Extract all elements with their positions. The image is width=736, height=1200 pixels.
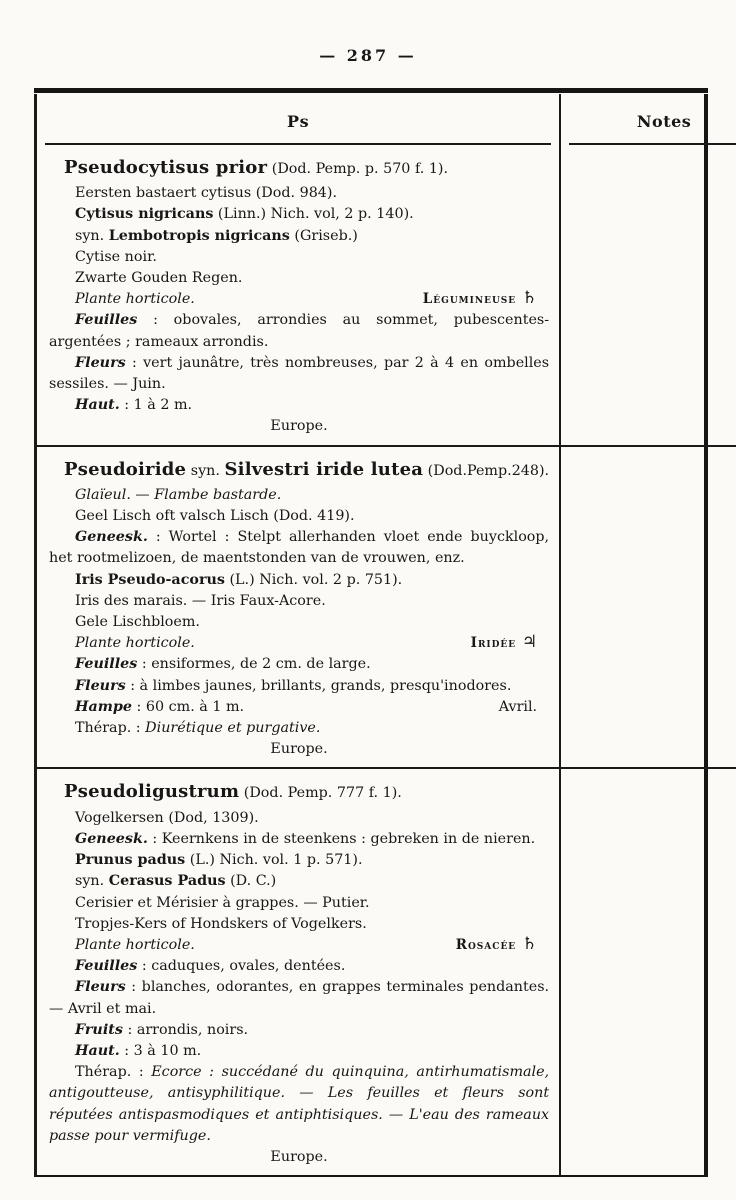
line-text	[49, 935, 195, 956]
text-line	[49, 1041, 549, 1062]
text-segment: : 1 à 2 m.	[119, 397, 193, 414]
text-line	[49, 204, 549, 225]
text-line	[49, 527, 549, 569]
saturn-symbol-icon: ♄	[521, 288, 538, 309]
text-segment: Eersten bastaert cytisus (Dod. 984).	[75, 185, 338, 202]
line-text	[75, 958, 345, 974]
line-text	[75, 678, 511, 694]
jupiter-symbol-icon: ♃	[521, 632, 538, 653]
entry-pseudoligustrum	[37, 767, 561, 1175]
text-segment: Feuilles	[75, 958, 138, 975]
text-segment: Légumineuse	[422, 291, 522, 308]
text-segment: (Linn.) Nich. vol, 2 p. 140).	[213, 206, 414, 223]
text-segment: : ensiformes, de 2 cm. de large.	[137, 656, 371, 673]
text-segment: : à limbes jaunes, brillants, grands, presqu'inodores.	[125, 677, 512, 694]
text-line	[49, 247, 549, 268]
text-line	[49, 268, 549, 289]
text-segment: Avril.	[498, 698, 538, 715]
text-segment: Prunus padus	[75, 852, 186, 869]
family-label	[471, 633, 549, 654]
entry-title-line	[49, 157, 549, 180]
entry-pseudocytisus-prior	[37, 145, 561, 445]
text-segment: (L.) Nich. vol. 2 p. 751).	[224, 571, 403, 588]
line-text	[75, 593, 326, 609]
line-text	[49, 979, 549, 1016]
family-label	[456, 935, 549, 956]
column-header-ps	[37, 94, 561, 145]
line-text	[49, 312, 549, 349]
split-line	[49, 289, 549, 310]
text-segment: Thérap. :	[75, 720, 146, 737]
text-line	[49, 395, 549, 416]
text-segment: Fleurs	[75, 979, 126, 996]
text-segment: Tropjes-Kers of Hondskers of Vogelkers.	[75, 915, 367, 932]
text-line	[49, 353, 549, 395]
notes-cell	[561, 145, 736, 445]
entry-title-line	[49, 459, 549, 482]
split-line	[49, 633, 549, 654]
text-segment: : caduques, ovales, dentées.	[137, 958, 346, 975]
text-line	[49, 1020, 549, 1041]
family-label	[423, 289, 549, 310]
text-segment: Fleurs	[75, 677, 126, 694]
ps-column-label: Ps	[287, 112, 310, 131]
text-line	[49, 718, 549, 739]
text-segment: Vogelkersen (Dod, 1309).	[75, 809, 259, 826]
text-segment: Plante horticole.	[75, 936, 195, 953]
text-segment: Diurétique et purgative.	[145, 720, 321, 737]
distribution-line	[49, 739, 549, 760]
table-top-rule	[34, 88, 708, 93]
text-segment: (Dod. Pemp. p. 570 f. 1).	[267, 161, 449, 177]
line-text	[270, 741, 327, 757]
page-number: — 287 —	[319, 46, 417, 65]
entries-table	[34, 88, 708, 1177]
text-segment: Ecorce : succédané du quinquina, antirhumatismale, antigoutteuse, antisyphilitique. — Les feuilles et fleurs sont réputées antispasmodiques et antiphtisiques. — L'eau des rameaux passe pour vermifuge.	[49, 1064, 550, 1144]
text-segment: (D. C.)	[225, 873, 277, 890]
text-segment: Pseudoligustrum	[64, 781, 240, 803]
text-segment: syn.	[75, 873, 109, 890]
text-segment: (L.) Nich. vol. 1 p. 571).	[185, 852, 363, 869]
line-text	[49, 289, 195, 310]
text-segment: (Griseb.)	[289, 227, 358, 244]
text-segment: syn.	[75, 227, 109, 244]
text-segment: Lembotropis nigricans	[108, 227, 290, 244]
line-text	[75, 852, 363, 868]
text-segment: Rosacée	[455, 936, 522, 953]
text-segment: Haut.	[75, 1042, 120, 1059]
text-segment: Plante horticole.	[75, 635, 195, 652]
text-segment: Cerasus Padus	[108, 873, 226, 890]
line-text	[64, 157, 449, 178]
line-text	[75, 270, 242, 286]
text-line	[49, 956, 549, 977]
text-segment: : vert jaunâtre, très nombreuses, par 2 à 4 en ombelles sessiles. — Juin.	[49, 354, 550, 393]
line-text	[64, 458, 550, 480]
saturn-symbol-icon: ♄	[521, 933, 538, 954]
line-text	[75, 228, 358, 244]
line-text	[75, 397, 192, 413]
text-segment: Iris des marais. — Iris Faux-Acore.	[75, 592, 326, 609]
split-line	[49, 935, 549, 956]
line-text	[49, 633, 195, 654]
line-text	[75, 895, 370, 911]
text-segment: Fruits	[75, 1021, 123, 1038]
line-text	[75, 656, 371, 672]
notes-cell	[561, 445, 736, 768]
text-line	[49, 977, 549, 1019]
text-line	[49, 591, 549, 612]
line-text	[75, 916, 367, 932]
text-segment: : arrondis, noirs.	[122, 1021, 249, 1038]
text-segment: (Dod. Pemp. 777 f. 1).	[239, 785, 402, 802]
text-segment: Fleurs	[75, 354, 126, 371]
line-text	[49, 529, 549, 566]
text-segment: : Keernkens in de steenkens : gebreken in de nieren.	[147, 830, 536, 847]
text-segment: Iris Pseudo-acorus	[75, 571, 225, 588]
text-line	[49, 850, 549, 871]
table-frame	[34, 94, 708, 1177]
line-text	[75, 572, 402, 588]
text-segment: Europe.	[270, 1148, 328, 1165]
text-segment: Thérap. :	[75, 1064, 152, 1081]
text-line	[49, 570, 549, 591]
text-segment: Pseudoiride	[64, 458, 187, 480]
line-text	[49, 355, 549, 392]
split-line	[49, 697, 549, 718]
line-text	[49, 1064, 549, 1144]
distribution-line	[49, 1147, 549, 1168]
text-line	[49, 914, 549, 935]
text-segment: : Wortel : Stelpt allerhanden vloet ende buyckloop, het rootmelizoen, de maentstonden van de vrouwen, enz.	[49, 529, 550, 567]
text-line	[49, 1062, 549, 1147]
text-line	[49, 612, 549, 633]
text-line	[49, 226, 549, 247]
line-text	[75, 508, 355, 524]
text-line	[49, 310, 549, 352]
text-segment: Haut.	[75, 397, 120, 414]
text-segment: : obovales, arrondies au sommet, pubescentes-argentées ; rameaux arrondis.	[49, 312, 550, 350]
text-line	[49, 808, 549, 829]
line-text	[75, 206, 414, 222]
text-segment: Gele Lischbloem.	[75, 614, 200, 631]
line-text	[49, 697, 244, 718]
line-text	[75, 487, 281, 503]
line-text	[75, 873, 276, 889]
text-segment: Pseudocytisus prior	[64, 157, 268, 178]
distribution-line	[49, 416, 549, 437]
text-segment: : 60 cm. à 1 m.	[132, 698, 245, 715]
line-text	[270, 418, 327, 434]
text-segment: Glaïeul. — Flambe bastarde.	[75, 486, 282, 503]
text-segment: Cytise noir.	[75, 248, 157, 265]
line-text	[64, 781, 402, 803]
text-line	[49, 676, 549, 697]
line-text	[75, 1022, 248, 1038]
text-segment: Europe.	[270, 741, 328, 758]
entry-title-line	[49, 781, 549, 804]
text-line	[49, 893, 549, 914]
text-segment: Hampe	[75, 698, 132, 715]
text-segment: Geel Lisch oft valsch Lisch (Dod. 419).	[75, 508, 355, 525]
text-segment: Europe.	[270, 418, 328, 435]
text-line	[49, 871, 549, 892]
text-line	[49, 485, 549, 506]
column-header-notes	[561, 94, 736, 145]
text-segment: Zwarte Gouden Regen.	[75, 270, 243, 287]
text-segment: : 3 à 10 m.	[119, 1042, 202, 1059]
line-text	[75, 249, 157, 265]
family-label	[499, 697, 549, 718]
line-text	[75, 614, 200, 630]
notes-cell	[561, 767, 736, 1175]
text-segment: Feuilles	[75, 312, 138, 329]
text-line	[49, 829, 549, 850]
text-segment: syn.	[186, 462, 225, 479]
text-line	[49, 506, 549, 527]
text-segment: Iridée	[470, 635, 522, 652]
line-text	[75, 720, 320, 736]
line-text	[270, 1149, 327, 1165]
text-segment: Cerisier et Mérisier à grappes. — Putier.	[75, 894, 370, 911]
notes-column-label: Notes	[636, 112, 692, 131]
text-segment: Silvestri iride lutea	[224, 458, 424, 480]
line-text	[75, 1043, 201, 1059]
text-line	[49, 183, 549, 204]
text-segment: : blanches, odorantes, en grappes terminales pendantes. — Avril et mai.	[49, 979, 550, 1017]
text-line	[49, 654, 549, 675]
text-segment: Geneesk.	[75, 529, 148, 546]
line-text	[75, 185, 337, 201]
text-segment: Feuilles	[75, 656, 138, 673]
entry-pseudoiride	[37, 445, 561, 768]
text-segment: Cytisus nigricans	[75, 206, 214, 223]
line-text	[75, 810, 259, 826]
text-segment: Geneesk.	[75, 830, 148, 847]
text-segment: Plante horticole.	[75, 291, 195, 308]
text-segment: (Dod.Pemp.248).	[423, 462, 550, 479]
line-text	[75, 831, 535, 847]
